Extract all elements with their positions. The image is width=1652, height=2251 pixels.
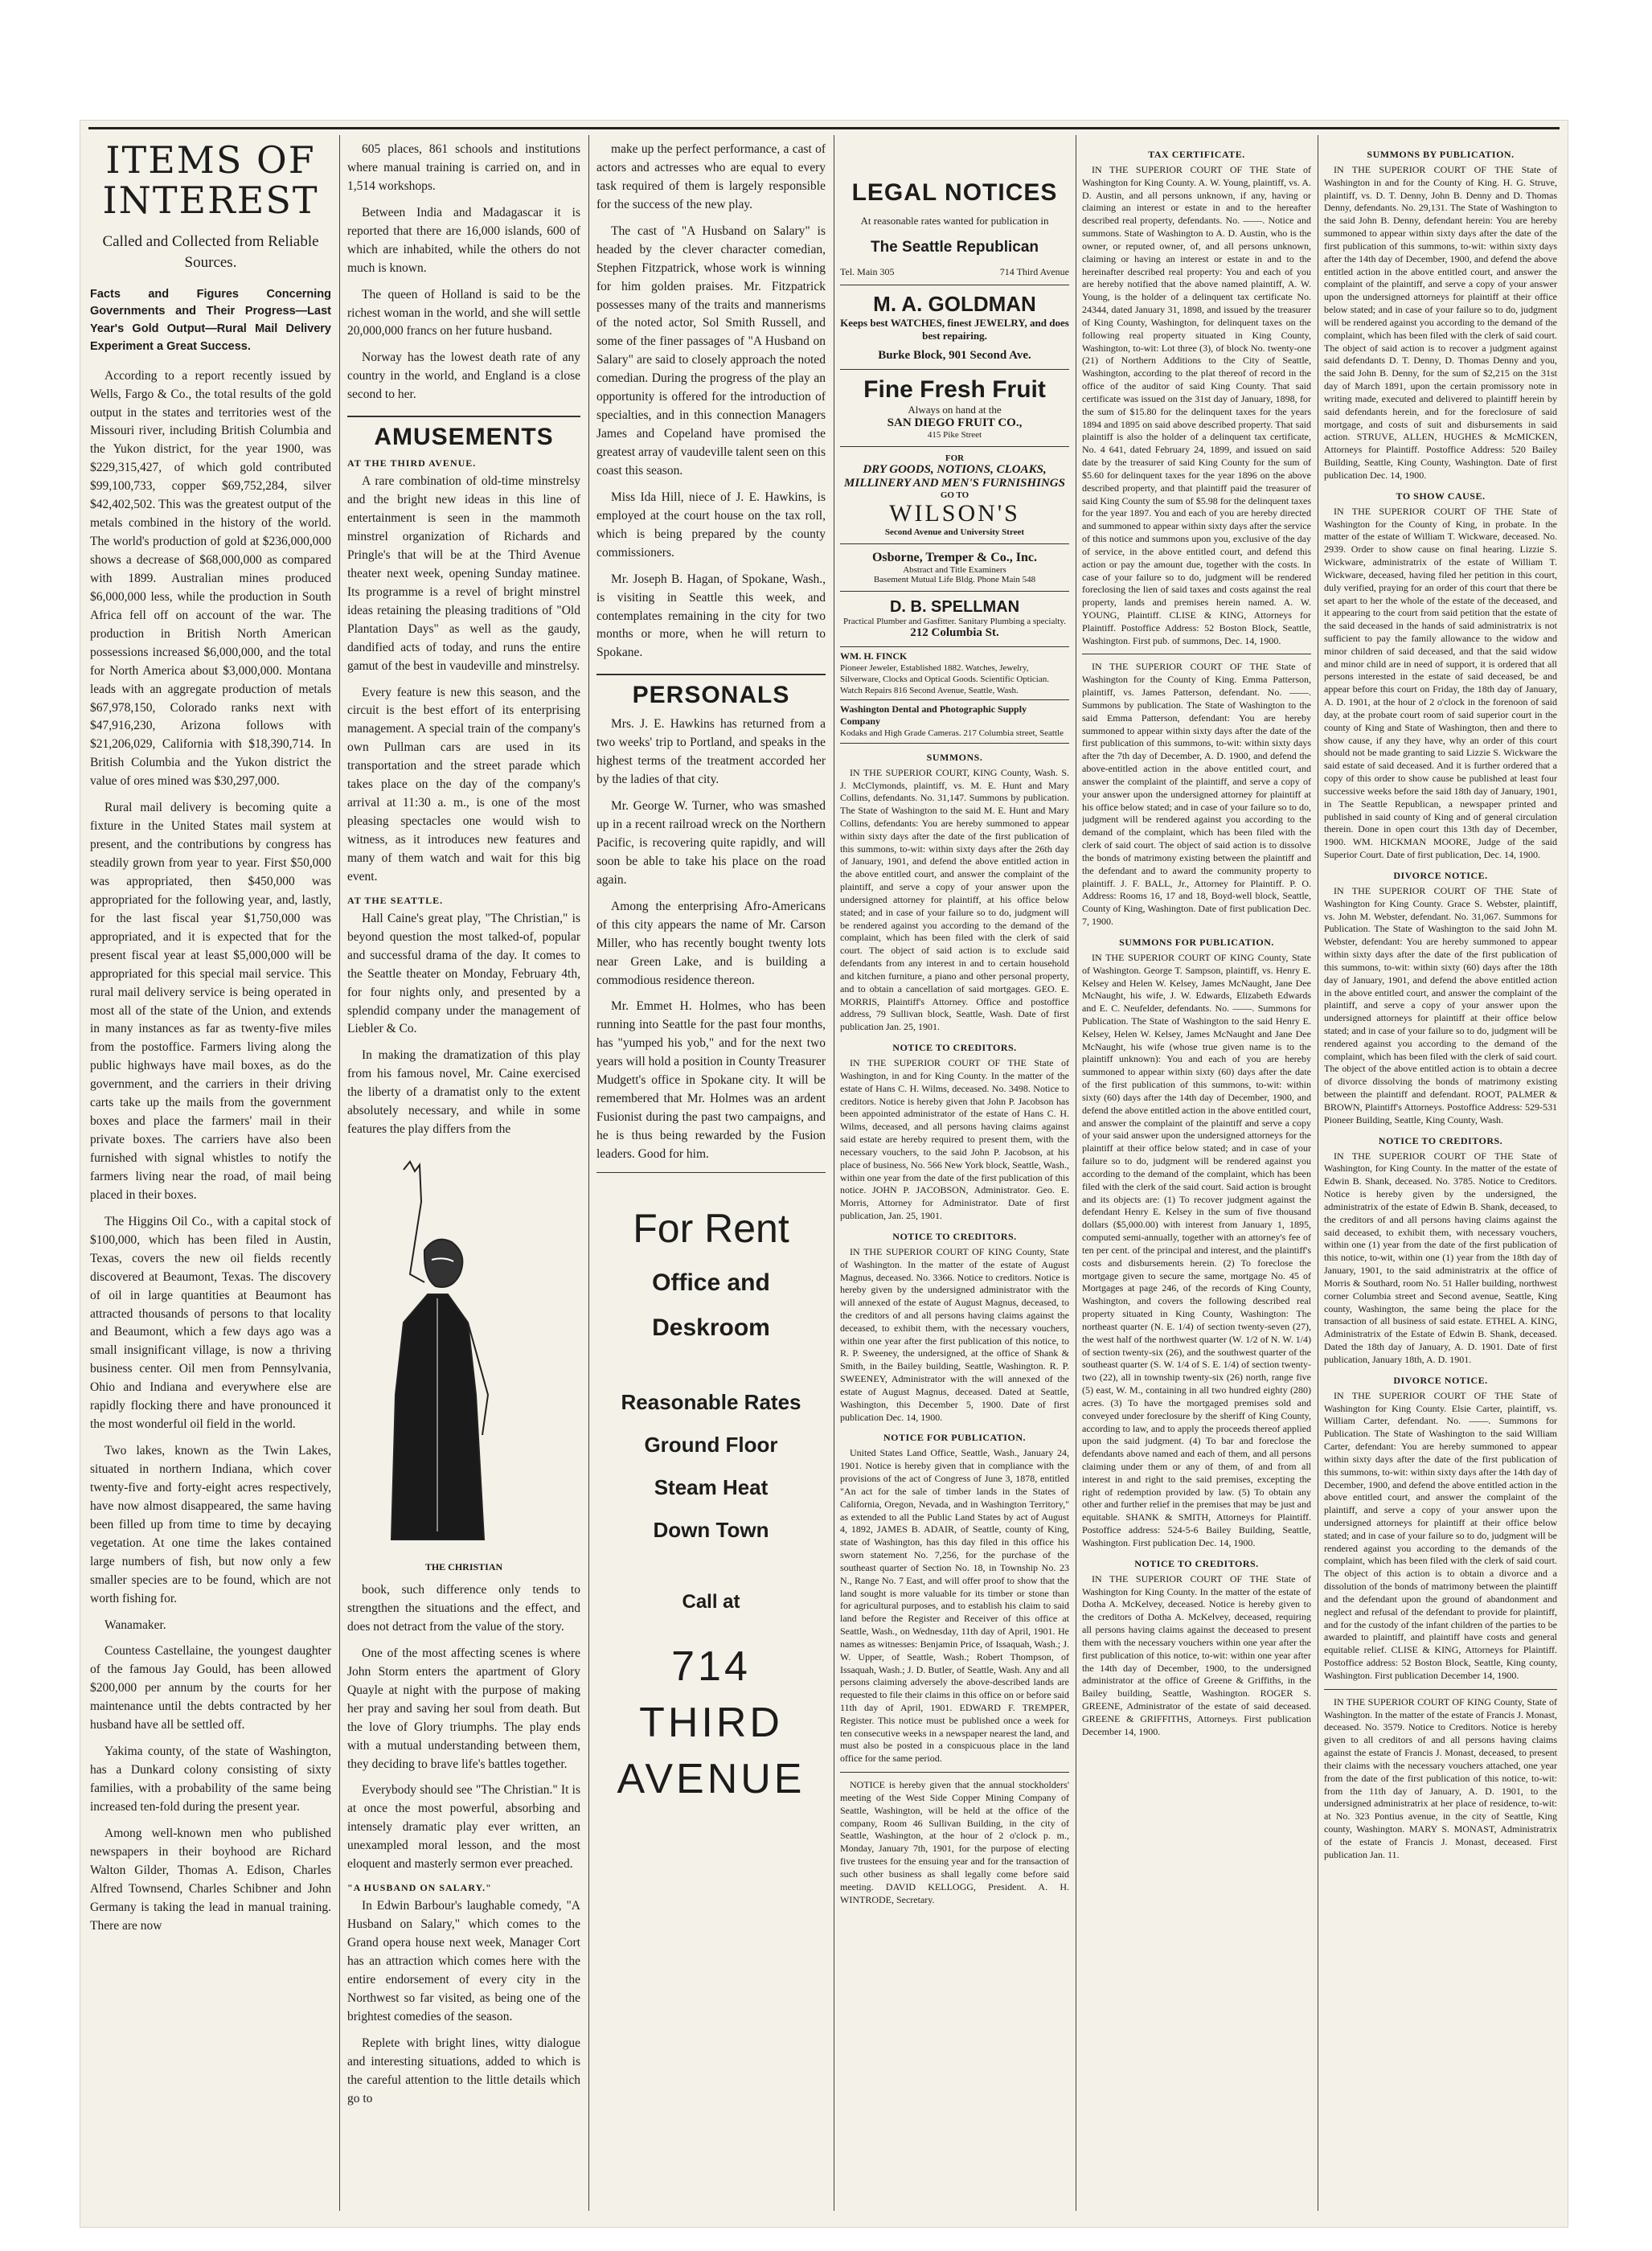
- kicker-husband-on-salary: "A HUSBAND ON SALARY.": [347, 1882, 492, 1894]
- article-paragraph: make up the perfect performance, a cast of actors and actresses who are equal to every task required of them is largely responsible for the success of the new play.: [596, 142, 826, 211]
- illustration-caption: THE CHRISTIAN: [424, 1561, 503, 1573]
- newspaper-page: [80, 121, 1568, 2227]
- for-rent-line: Deskroom: [652, 1314, 770, 1341]
- ad-phone: Tel. Main 305: [840, 265, 895, 277]
- divider: [596, 1172, 826, 1173]
- article-paragraph: Norway has the lowest death rate of any country in the world, and England is a close second to her.: [347, 351, 580, 402]
- ad-paper-name: The Seattle Republican: [870, 238, 1039, 256]
- section-heading-amusements: AMUSEMENTS: [347, 416, 580, 451]
- article-paragraph: Mr. Emmet H. Holmes, who has been running into Seattle for the past four months, has "yumped his yob," and for the next two years will hold a position in County Treasurer Mudgett's office in Spokane city. It will be remembered that Mr. Holmes was an ardent Fusionist during the past two campaigns, and he is thus being rewarded by the Fusion leaders. Good for him.: [596, 999, 826, 1161]
- article-paragraph: Hall Caine's great play, "The Christian," is beyond question the most talked-of, popular and successful drama of the day. It comes to the Seattle theater on Monday, February 4th, for four nights only, and presented by a splendid company under the management of Liebler & Co.: [347, 911, 580, 1036]
- for-rent-title: For Rent: [633, 1205, 789, 1251]
- headline-interest: INTEREST: [102, 178, 319, 222]
- ad-text: GO TO: [940, 490, 969, 500]
- for-rent-line: Steam Heat: [654, 1474, 769, 1499]
- notice-text: IN THE SUPERIOR COURT OF THE State of Washington for the County of King. Emma Patterson, plaintiff, vs. James Patterson, defendant. No. ——. Summons by publication. The State of Washington to the said Emma Patterson, defendant: You are hereby summoned to appear within sixty days after the date of the first publication of this summons, to-wit: within sixty days after the 7th day of December, A. D. 1900, and defend the above-entitled action in the above entitled court, and answer the complaint of the plaintiff, and serve a copy of your answer upon the undersigned attorney for plaintiff at his office below stated; and in case of your failure so to do, judgment will be rendered against you according to the demand of the complaint, which has been filed with the clerk of said court. The object of said action is to dissolve the bonds of matrimony existing between the plaintiff and the defendant and to award the community property to plaintiff. J. F. BALL, Jr., Attorney for Plaintiff. P. O. Address: Rooms 16, 17 and 18, Boyd-well block, Seattle, County of King, Washington. Date of first publication Dec. 7, 1900.: [1082, 661, 1311, 928]
- notice-text: IN THE SUPERIOR COURT OF THE State of Washington for King County. A. W. Young, plaintiff, vs. A. D. Austin, and all persons unknown, if any, having or claiming an interest or estate in and to the hereafter described real property, defendants. No. ——. Notice and summons. State of Washington to A. D. Austin, who is the owner, or reputed owner, of, and all persons unknown, claiming or having an interest or estate in and to the hereinafter described real property: You and each of you are hereby notified that the above named plaintiff, A. W. Young, is the holder of a delinquent tax certificate No. 24344, dated January 31, 1898, and issued by the treasurer of King County, Washington, for delinquent taxes on the following real property situated in King County, Washington, to-wit: Lot three (3), of block No. twenty-one (21) of Northern Additions to the City of Seattle, Washington, according to the plat thereof of record in the office of the auditor of said King County. That said certificate was issued on the 31st day of January, 1898, for the sum of $15.80 for the delinquent taxes for the years 1894 and 1895 on said above described property. That said plaintiff is also the holder of a delinquent tax certificate, No. 4 641, dated February 24, 1899, and issued on said date by the treasurer of said King County for the sum of $5.60 for delinquent taxes for the year 1896 on the above described property, and that plaintiff paid the treasurer of said King County the sum of $5.98 for the delinquent taxes for the year 1897. You and each of you are hereby directed and summoned to appear within sixty days after the service of this notice and summons upon you, exclusive of the day of service, in the above entitled court, and defend this action or pay the amount due, together with the costs. In case of your failure so to do, judgment will be rendered foreclosing the lien of said taxes and costs against the real property, lands and premises herein named. A. W. YOUNG, Plaintiff. CLISE & KING, Attorneys for Plaintiff. Postoffice Address: 52 Boston Block, Seattle, Washington. First pub. of summons, Dec. 14, 1900.: [1082, 164, 1311, 646]
- notice-heading: NOTICE TO CREDITORS.: [892, 1230, 1017, 1242]
- ad-text: Always on hand at the: [908, 403, 1002, 416]
- ad-address: Second Avenue and University Street: [884, 527, 1025, 537]
- article-paragraph: Wanamaker.: [105, 1618, 166, 1632]
- article-paragraph: book, such difference only tends to strengthen the situations and the effect, and does not detract from the value of the story.: [347, 1583, 580, 1634]
- kicker-seattle: AT THE SEATTLE.: [347, 894, 444, 906]
- ad-title: WILSON'S: [889, 499, 1020, 527]
- column-tax-certificate: [1082, 141, 1311, 2203]
- ad-title: Washington Dental and Photographic Supply Company: [840, 703, 1027, 728]
- ad-title: Osborne, Tremper & Co., Inc.: [871, 550, 1038, 564]
- for-rent-street: THIRD: [639, 1699, 783, 1746]
- for-rent-ad: [596, 1205, 826, 1803]
- top-rule: [88, 127, 1560, 129]
- for-rent-line: Call at: [682, 1590, 740, 1613]
- notice-heading: TO SHOW CAUSE.: [1396, 490, 1486, 502]
- ad-address: Basement Mutual Life Bldg. Phone Main 548: [873, 574, 1036, 584]
- article-paragraph: The cast of "A Husband on Salary" is headed by the clever character comedian, Stephen Fitzpatrick, whose work is winning for him golden praises. Mr. Fitzpatrick possesses many of the traits and mannerisms of the noted actor, Sol Smith Russell, and some of the finer passages of "A Husband on Salary" are said to closely approach the noted comedian. During the progress of the play an opportunity is offered for the introduction of specialties, and in this connection Managers James and Copeland have promised the greatest array of vaudeville talent seen on this coast this season.: [596, 223, 826, 478]
- article-paragraph: According to a report recently issued by Wells, Fargo & Co., the total results of the gold output in the states and territories west of the Missouri river, including British Columbia and the Yukon district, for the year 1900, was $229,315,427, of which gold contributed $99,100,733, copper $69,752,284, silver $42,402,502. This was the greatest output of the metals combined in the history of the world. The world's production of gold at $236,000,000 shows a decrease of $68,000,000 as compared with 1899. Australian mines produced $6,000,000 less, while the production in South Africa fell off on account of the war. The production in British North American possessions increased $6,000,000, and the total for North America about $3,000,000. Montana leads with an aggregate production of metals $67,978,150, Colorado ranks next with $47,916,230, Arizona follows with $21,206,029, California with $18,390,714. In British Columbia and the Yukon district the value of ores mined was $30,297,000.: [90, 368, 331, 789]
- column-rule: [588, 135, 589, 2211]
- column-summons: [1324, 141, 1557, 2203]
- goldman-ad: [840, 285, 1069, 370]
- ad-company: SAN DIEGO FRUIT CO.,: [887, 416, 1023, 429]
- headline-items: ITEMS OF: [105, 141, 316, 182]
- notice-text: United States Land Office, Seattle, Wash., January 24, 1901. Notice is hereby given that in compliance with the provisions of the act of Congress of June 3, 1878, entitled "An act for the sale of timber lands in the States of California, Oregon, Nevada, and in Washington Territory," as extended to all the Public Land States by act of August 4, 1892, JAMES B. ADAIR, of Seattle, county of King, state of Washington, has this day filed in this office his sworn statement No. 7,256, for the purchase of the southeast quarter of Section No. 18, in Township No. 23 N., Range No. 7 East, and will offer proof to show that the land sought is more valuable for its timber or stone than for agricultural purposes, and to establish his claim to said land before the Register and Receiver of this office at Seattle, Wash., on Wednesday, 11th day of April, 1901. He names as witnesses: Benjamin Price, of Issaquah, Wash.; J. W. Upper, of Seattle, Wash.; Robert Thompson, of Issaquah, Wash.; J. D. Butler, of Seattle, Wash. Any and all persons claiming adversely the above-described lands are requested to file their claims in this office on or before said 11th day of April, 1901. EDWARD F. TREMPER, Register. This notice must be published once a week for ten consecutive weeks in a newspaper nearest the land, and must also be posted in a conspicuous place in the land office for the same period.: [840, 1447, 1069, 1765]
- kicker-third-avenue: AT THE THIRD AVENUE.: [347, 457, 477, 469]
- column-personals: [596, 141, 826, 2203]
- article-paragraph: Mr. Joseph B. Hagan, of Spokane, Wash., is visiting in Seattle this week, and contemplates remaining in the city for two months or more, when he will return to Spokane.: [596, 572, 826, 660]
- notice-text: IN THE SUPERIOR COURT OF THE State of Washington, in and for King County. In the matter of the estate of Hans C. H. Wilms, deceased. No. 3498. Notice to creditors. Notice is hereby given that John P. Jacobson has been appointed administrator of the estate of Hans C. H. Wilms, deceased, and all persons having claims against said estate are hereby required to present them, with the necessary vouchers, to the said John P. Jacobson, at his place of business, No. 566 New York block, Seattle, Wash., within one year from the date of the first publication of this notice. JOHN P. JACOBSON, Administrator. Geo. E. Morris, Attorney for Administrator. Date of first publication, Jan. 25, 1901.: [840, 1057, 1069, 1222]
- ad-address: 212 Columbia St.: [910, 625, 999, 639]
- subheadline: Called and Collected from Reliable Sources.: [102, 233, 319, 271]
- ad-contact: [840, 266, 1069, 278]
- ad-text: Abstract and Title Examiners: [903, 564, 1006, 575]
- for-rent-line: Reasonable Rates: [621, 1389, 801, 1414]
- divider: [1324, 1689, 1557, 1690]
- notice-text: IN THE SUPERIOR COURT OF THE State of Washington, for King County. In the matter of the estate of Edwin B. Shank, deceased. No. 3785. Notice to Creditors. Notice is hereby given by the undersigned, the administratrix of the estate of Edwin B. Shank, deceased, to the creditors of and all persons having claims against the said deceased, to exhibit them, with necessary vouchers, within one (1) year from the date of the first publication of this notice, to-wit, within one (1) year from the 18th day of January, 1901, to the said administratrix at the office of Morris & Southard, room No. 51 Haller building, northwest corner Columbia street and Second avenue, Seattle, King county, Washington, the same being the place for the transaction of all business of said estate. ETHEL A. KING, Administratrix of the Estate of Edwin B. Shank, deceased. Dated the 18th day of January, A. D. 1901. Date of first publication, January 18th, A. D. 1901.: [1324, 1150, 1557, 1365]
- ad-title: D. B. SPELLMAN: [889, 597, 1020, 616]
- ad-text: Kodaks and High Grade Cameras. 217 Columbia street, Seattle: [840, 728, 1064, 739]
- notice-text: IN THE SUPERIOR COURT OF THE State of Washington in and for the County of King. H. G. Struve, plaintiff, vs. D. T. Denny, John B. Denny and D. Thomas Denny, defendants. No. 29,131. The State of Washington to the said John B. Denny, defendant herein: You are hereby summoned to appear within sixty days after the date of the first publication of this summons, to-wit: within sixty days after the 14th day of December, 1900, and defend the above entitled action in the above entitled court, and answer the complaint of the plaintiff, and serve a copy of your answer upon the undersigned attorneys for plaintiff at their office below stated; and in case of your failure so to do, judgment will be rendered against you according to the demand of the complaint, which has been filed with the clerk of said court. The object of said action is to recover a judgment against said defendants D. T. Denny, D. Thomas Denny and you, the said John B. Denny, for the sum of $2,215 on the 31st day of March 1891, upon the certain promissory note in writing made, executed and delivered to plaintiff herein by said defendants herein, and for the foreclosure of said mortgage, and costs of suit and disbursements in said action. STRUVE, ALLEN, HUGHES & McMICKEN, Attorneys for Plaintiff. Postoffice Address: 520 Bailey Building, Seattle, King County, Washington. Date of first publication Dec. 14, 1900.: [1324, 164, 1557, 481]
- spellman-ad: [840, 592, 1069, 647]
- fruit-ad: [840, 370, 1069, 447]
- ad-text: Keeps best WATCHES, finest JEWELRY, and does best repairing.: [840, 316, 1069, 342]
- article-paragraph: Rural mail delivery is becoming quite a fixture in the United States mail system at present, and the contributions by congress has steadily grown from year to year. First $50,000 was appropriated, then $450,000 was appropriated for the following year, and, lastly, for the last fiscal year $1,750,000 was appropriated, and it is expected that for the present fiscal year at least $5,000,000 will be appropriated for this special mail service. This rural mail delivery service is being operated in most all of the state of the Union, and extends in many instances as far as twenty-five miles from the postoffice. Farmers living along the public highways have mail boxes, as do the government, and the carriers in their driving carts take up the mails from the government boxes and place the farmers' mail in their private boxes. The carriers have also been furnished with signal whistles to notify the farmers living near the road, of mail being placed in their boxes.: [90, 801, 331, 1202]
- ad-title: WM. H. FINCK: [840, 650, 908, 662]
- dental-supply-ad: [840, 700, 1069, 743]
- column-amusements: [347, 141, 580, 2203]
- notice-heading: NOTICE FOR PUBLICATION.: [883, 1432, 1026, 1444]
- article-paragraph: Every feature is new this season, and the circuit is the best effort of its enterprising management. A special train of the company's own Pullman cars are used in its transportation and the street parade which takes place on the day of the company's arrival at 11:30 a. m., is one of the most pleasing spectacles one would wish to witness, as it introduces new features and many of them watch and wait for this big event.: [347, 685, 580, 884]
- ad-title: LEGAL NOTICES: [851, 179, 1058, 206]
- ad-address: 415 Pike Street: [927, 429, 982, 440]
- notice-text: IN THE SUPERIOR COURT, KING County, Wash. S. J. McClymonds, plaintiff, vs. M. E. Hunt and Mary Collins, defendants. No. 31,147. Summons by publication. The State of Washington to the said M. E. Hunt and Mary Collins, defendants: You are hereby summoned to appear within sixty days after the date of the first publication of this summons, to-wit: within sixty days after the 26th day of January, 1901, and defend the above entitled action in the above entitled court, and answer the complaint of the plaintiff, and serve a copy of your answer upon the undersigned attorney for plaintiff, at his office below stated; and in case of your failure so to do, judgment will be rendered against you according to the demand of the complaint, which has been filed with the clerk of said court. The object of said action is to exclude said defendants from any interest in and to certain household and kitchen furniture, a piano and other personal property, and to obtain a cancellation of said mortgages. GEO. E. MORRIS, Plaintiff's Attorney. Office and postoffice address, 79 Sullivan block, Seattle, Wash. Date of first publication Jan. 25, 1901.: [840, 766, 1069, 1033]
- legal-notices-ad: [840, 141, 1069, 285]
- column-items-of-interest: [90, 141, 331, 2203]
- notice-heading: NOTICE TO CREDITORS.: [892, 1042, 1017, 1054]
- article-paragraph: Two lakes, known as the Twin Lakes, situated in northern Indiana, which cover twenty-five and forty-eight acres respectively, have now almost disappeared, the same having been filled up from time to time by decaying vegetation. At one time the lakes contained large numbers of fish, but now only a few smaller species are to be found, which are not worth fishing for.: [90, 1444, 331, 1605]
- ad-text: FOR: [945, 453, 965, 463]
- divider: [840, 1772, 1069, 1773]
- finck-ad: [840, 647, 1069, 701]
- ad-text: Practical Plumber and Gasfitter. Sanitary Plumbing a specialty.: [843, 616, 1066, 626]
- article-paragraph: A rare combination of old-time minstrelsy and the bright new ideas in this line of entertainment is seen in the mammoth minstrel organization of Richards and Pringle's that will be at the Third Avenue theater next week, opening Sunday matinee. Its programme is a revel of bright minstrel ideas retaining the pleasing traditions of "Old Plantation Days" as well as the gaudy, dandified acts of today, and runs the entire gamut of the best in vaudeville and minstrelsy.: [347, 474, 580, 673]
- notice-heading: NOTICE TO CREDITORS.: [1378, 1134, 1503, 1146]
- article-paragraph: The Higgins Oil Co., with a capital stock of $100,000, which has been filed in Austin, Texas, covers the new oil fields recently discovered at Beaumont, Texas. The discovery of oil in large quantities at Beaumont has attracted thousands of persons to that locality and Beaumont, which a few days ago was a small insignificant village, is now a thriving business center. Oil men from Pennsylvania, Ohio and Indiana and everywhere else are rapidly flocking there and have pronounced it the most wonderful oil field in the world.: [90, 1214, 331, 1432]
- for-rent-line: Down Town: [653, 1517, 769, 1542]
- notice-text: IN THE SUPERIOR COURT OF THE State of Washington for the County of King, in probate. In the matter of the estate of William T. Wickware, deceased. No. 2939. Order to show cause on final hearing. Lizzie S. Wickware, administratrix of the estate of William T. Wickware, deceased, having filed her petition in this court, duly verified, praying for an order of this court that there be set apart to her the whole of the estate of the deceased, and it appearing to the court from said petition that the estate of the said deceased in the hands of said administratrix is not sufficient to pay the family allowance to the widow and minor children of said deceased, and that the said widow and minor child are in need of support, it is ordered that all persons interested in the estate of said deceased, be and appear before this court on Friday, the 18th day of January, A. D. 1901, at the hour of 2 o'clock in the forenoon of said day, at the probate court room of said superior court in the county of King and State of Washington, then and there to show cause, if any they have, why an order of this court should not be made granting to said Lizzie S. Wickware the said estate of said deceased. And it is further ordered that a copy of this order to show cause be published at least four successive weeks before the said 18th day of January, 1901, in The Seattle Republican, a newspaper printed and published in said county of King and of general circulation therein. Done in open court this 13th day of December, 1900. WM. HICKMAN MOORE, Judge of the said Superior Court. Date of first publication, Dec. 14, 1900.: [1324, 505, 1557, 861]
- for-rent-number: 714: [671, 1642, 751, 1690]
- ad-text: Pioneer Jeweler, Established 1882. Watches, Jewelry, Silverware, Clocks and Optical Goods. Scientific Optician. Watch Repairs 816 Second Avenue, Seattle, Wash.: [840, 662, 1049, 696]
- deck: Facts and Figures Concerning Governments and Their Progress—Last Year's Gold Output—Rural Mail Delivery Experiment a Great Success.: [90, 287, 331, 353]
- article-paragraph: Mr. George W. Turner, who was smashed up in a recent railroad wreck on the Northern Pacific, is recovering quite rapidly, and will soon be able to take his place on the road again.: [596, 799, 826, 887]
- ad-address: 714 Third Avenue: [999, 265, 1069, 277]
- notice-heading: TAX CERTIFICATE.: [1148, 149, 1245, 160]
- article-paragraph: In making the dramatization of this play from his famous novel, Mr. Caine exercised the liberty of a dramatist only to the extent absolutely necessary, and while in some features the play differs from the: [347, 1048, 580, 1137]
- notice-text: IN THE SUPERIOR COURT OF THE State of Washington for King County. Grace S. Webster, plaintiff, vs. John M. Webster, defendant. No. 31,067. Summons for Publication. The State of Washington to the said John M. Webster, defendant: You are hereby summoned to appear within sixty days after the date of the first publication of this summons, to-wit: within sixty (60) days after the 18th day of January, 1901, and defend the above entitled action in the above entitled court, and answer the complaint of the plaintiff, and serve a copy of your answer upon the undersigned attorneys for plaintiff at their office below stated; and in case of your failure so to do, judgment will be rendered against you according to the demand of the complaint, which has been filed with the clerk of said court. The object of the above entitled action is to obtain a decree of divorce dissolving the bonds of matrimony existing between the plaintiff and defendant. ROOT, PALMER & BROWN, Plaintiff's Attorneys. Postoffice Address: 529-531 Pioneer Building, Seattle, King County, Wash.: [1324, 884, 1557, 1126]
- notice-heading: SUMMONS.: [926, 751, 983, 763]
- wilsons-ad: [840, 447, 1069, 544]
- notice-heading: DIVORCE NOTICE.: [1393, 869, 1488, 881]
- notice-text: IN THE SUPERIOR COURT OF THE State of Washington for King County. Elsie Carter, plaintiff, vs. William Carter, defendant. No. ——. Summons for Publication. The State of Washington to the said William Carter, defendant: You are hereby summoned to appear within sixty days after the date of the first publication of this summons, to-wit: within sixty days after the 14th day of December, 1900, and defend the above entitled action in the above entitled court, and answer the complaint of the plaintiff, and serve a copy of your answer upon the undersigned attorneys for plaintiff at their office below stated; and in case of your failure so to do, judgment will be rendered against you according to the demands of the complaint, which has been filed with the clerk of said court. The object of this action is to obtain a divorce and a dissolution of the bonds of matrimony between the plaintiff and the defendant upon the ground of abandonment and neglect and refusal of the defendant to provide for plaintiff, and for the custody of the infant children of the parties to be awarded to plaintiff, and plaintiff have costs and general equitable relief. CLISE & KING, Attorneys for Plaintiff. Postoffice address: 52 Boston Block, Seattle, King county, Washington. First publication December 14, 1900.: [1324, 1389, 1557, 1681]
- article-paragraph: 605 places, 861 schools and institutions where manual training is carried on, and in 1,514 workshops.: [347, 142, 580, 193]
- notice-heading: DIVORCE NOTICE.: [1393, 1374, 1488, 1386]
- article-paragraph: Replete with bright lines, witty dialogue and interesting situations, added to which is the careful attention to the little details which go to: [347, 2036, 580, 2105]
- christian-illustration: [347, 1154, 516, 1556]
- article-paragraph: Everybody should see "The Christian." It is at once the most powerful, absorbing and intensely dramatic play ever written, an unexampled moral lesson, and the most eloquent and masterly sermon ever preached.: [347, 1783, 580, 1872]
- for-rent-line: Ground Floor: [644, 1432, 778, 1457]
- article-paragraph: Among well-known men who published newspapers in their boyhood are Richard Walton Gilder, Thomas A. Edison, Charles Alfred Townsend, Charles Schibner and John Germany is taking the lead in manual training. There are now: [90, 1826, 331, 1933]
- section-heading-personals: PERSONALS: [596, 674, 826, 709]
- article-paragraph: In Edwin Barbour's laughable comedy, "A Husband on Salary," which comes to the Grand opera house next week, Manager Cort has an attraction which comes here with the entire endorsement of every city in the Northwest so far visited, as being one of the brightest comedies of the season.: [347, 1899, 580, 2023]
- article-paragraph: Among the enterprising Afro-Americans of this city appears the name of Mr. Carson Miller, who has recently bought twenty lots near Green Lake, and is building a commodious residence thereon.: [596, 899, 826, 987]
- notice-text: IN THE SUPERIOR COURT OF KING County, State of Washington. In the matter of the estate of August Magnus, deceased. No. 3366. Notice to creditors. Notice is hereby given by the undersigned administrator with the will annexed of the estate of August Magnus, deceased, to the creditors of and all persons having claims against the deceased, to exhibit them, with the necessary vouchers, within one year after the first publication of this notice, to R. P. Sweeney, the undersigned, at the office of Shank & Smith, in the Bailey building, Seattle, Washington. R. P. SWEENEY, Administrator with the will annexed of the estate of August Magnus, deceased. Dated at Seattle, Washington, this December 5, 1900. Date of first publication Dec. 14, 1900.: [840, 1245, 1069, 1423]
- column-legal-notices: [840, 141, 1069, 2203]
- article-paragraph: Countess Castellaine, the youngest daughter of the famous Jay Gould, has been allowed $200,000 per annum by the courts for her maintenance until the debts contracted by her husband have all be settled off.: [90, 1644, 331, 1732]
- article-paragraph: Between India and Madagascar it is reported that there are 16,000 islands, 600 of which are inhabited, while the others do not much is known.: [347, 205, 580, 275]
- ad-address: Burke Block, 901 Second Ave.: [878, 348, 1031, 362]
- notice-heading: NOTICE TO CREDITORS.: [1134, 1557, 1259, 1569]
- osborne-ad: [840, 544, 1069, 592]
- article-paragraph: The queen of Holland is said to be the richest woman in the world, and she will settle 20,000,000 francs on her future husband.: [347, 287, 580, 338]
- notice-text: IN THE SUPERIOR COURT OF KING County, State of Washington. In the matter of the estate of Francis J. Monast, deceased. No. 3579. Notice to Creditors. Notice is hereby given to all creditors of and all persons having claims against the estate of Francis J. Monast, deceased, to present their claims with the necessary vouchers attached, one year from the date of the first publication of this notice, to-wit: from the 11th day of January, A. D. 1901, to the undersigned administratrix at her place of residence, to-wit: at No. 323 Pontius avenue, in the city of Seattle, King county, Washington. MARY S. MONAST, Administratrix of the estate of Francis J. Monast, deceased. First publication Jan. 11.: [1324, 1695, 1557, 1860]
- notice-text: IN THE SUPERIOR COURT OF THE State of Washington for King County. In the matter of the estate of Dotha A. McKelvey, deceased. Notice is hereby given to the creditors of Dotha A. McKelvey, deceased, requiring all persons having claims against the deceased to present them with the necessary vouchers within one year after the first publication of this notice, to-wit: within one year after the 14th day of December, 1900, to the undersigned administrator at the office of Greene & Griffiths, in the Bailey building, Seattle, Washington. ROGER S. GREENE, Administrator of the estate of said deceased. GREENE & GRIFFITHS, Attorneys. First publication December 14, 1900.: [1082, 1572, 1311, 1737]
- article-paragraph: Mrs. J. E. Hawkins has returned from a two weeks' trip to Portland, and speaks in the highest terms of the treatment accorded her by the ladies of that city.: [596, 717, 826, 787]
- for-rent-line: Office and: [652, 1269, 770, 1296]
- notice-heading: SUMMONS FOR PUBLICATION.: [1119, 936, 1274, 948]
- ad-text: DRY GOODS, NOTIONS, CLOAKS, MILLINERY AND MEN'S FURNISHINGS: [844, 462, 1065, 490]
- for-rent-street: AVENUE: [617, 1755, 806, 1802]
- notice-text: IN THE SUPERIOR COURT OF KING County, State of Washington. George T. Sampson, plaintiff, vs. Henry E. Kelsey and Helen W. Kelsey, James McNaught, Jane Dee McNaught, his wife, J. W. Edwards, Elizabeth Edwards and E. C. Neufelder, defendants. No. ——. Summons for Publication. The State of Washington to the said Henry E. Kelsey, Helen W. Kelsey, James McNaught and Jane Dee McNaught, his wife (whose true given name is to the plaintiff unknown): You and each of you are hereby summoned to appear within sixty (60) days after the date of the first publication of this summons, to-wit: within sixty (60) days after the 14th day of December, 1900, and defend the above entitled action in the above entitled court, and answer the complaint of the plaintiff and serve a copy of your said answer upon the undersigned attorneys for the plaintiff at their office below stated; and in case of your failure so to do, judgment will be rendered against you according to the demand of the complaint, which has been filed with the clerk of the said court. Said action is brought and its objects are: (1) To recover judgment against the defendant Henry E. Kelsey in the sum of five thousand dollars ($5,000.00) with interest from January 1, 1895, computed semi-annually, together with an attorney's fee of ten per cent. of the principal and interest, and the plaintiff's costs and disbursements herein. (2) To foreclose the mortgage given to secure the same, mortgage No. 45 of Mortgages at page 246, of the records of King County, Washington, and covers the following described real property situated in King County, Washington: The northeast quarter (N. E. 1/4) of section twenty-seven (27), the west half of the northwest quarter (W. 1/2 of N. W. 1/4) of section twenty-six (26), and the southwest quarter of the southeast quarter (S. W. 1/4 of S. E. 1/4) of section twenty-two (22), all in township twenty-six (26) north, range five (5) east, W. M., containing in all two hundred eighty (280) acres. (3) To have the mortgaged premises sold and conveyed under foreclosure by the sheriff of King County, according to law, and to apply the proceeds thereof applied upon the said judgment. (4) To bar and foreclose the defendants above named and each of them, and all persons claiming under them or any of them, of and from all interest in and right to the said premises, excepting the right of redemption provided by law. (5) To obtain any other and further relief in the premises that may be just and equitable. SHANK & SMITH, Attorneys for Plaintiff. Postoffice address: 524-5-6 Bailey Building, Seattle, Washington. First publication Dec. 14, 1900.: [1082, 951, 1311, 1548]
- article-paragraph: One of the most affecting scenes is where John Storm enters the apartment of Glory Quayle at night with the purpose of making her pray and saving her soul from death. But the love of Glory triumphs. The play ends with a mutual understanding between them, they deciding to brave life's battles together.: [347, 1646, 580, 1771]
- notice-heading: SUMMONS BY PUBLICATION.: [1367, 149, 1515, 160]
- ad-title: Fine Fresh Fruit: [863, 375, 1046, 403]
- ad-title: M. A. GOLDMAN: [873, 291, 1036, 316]
- ad-text: At reasonable rates wanted for publication in: [860, 215, 1049, 227]
- article-paragraph: Yakima county, of the state of Washington, has a Dunkard colony consisting of sixty families, with a probability of the same being increased ten-fold during the present year.: [90, 1745, 331, 1814]
- column-rule: [339, 135, 340, 2211]
- article-paragraph: Miss Ida Hill, niece of J. E. Hawkins, is employed at the court house on the tax roll, which is being prepared by the county commissioners.: [596, 490, 826, 560]
- notice-text: NOTICE is hereby given that the annual stockholders' meeting of the West Side Copper Mining Company of Seattle, Washington, will be held at the office of the company, Room 46 Sullivan Building, in the city of Seattle, Washington, at the hour of 2 o'clock p. m., Monday, January 7th, 1901, for the purpose of electing five trustees for the ensuing year and for the transaction of such other business as shall legally come before said meeting. DAVID KELLOGG, President. A. H. WINTRODE, Secretary.: [840, 1779, 1069, 1905]
